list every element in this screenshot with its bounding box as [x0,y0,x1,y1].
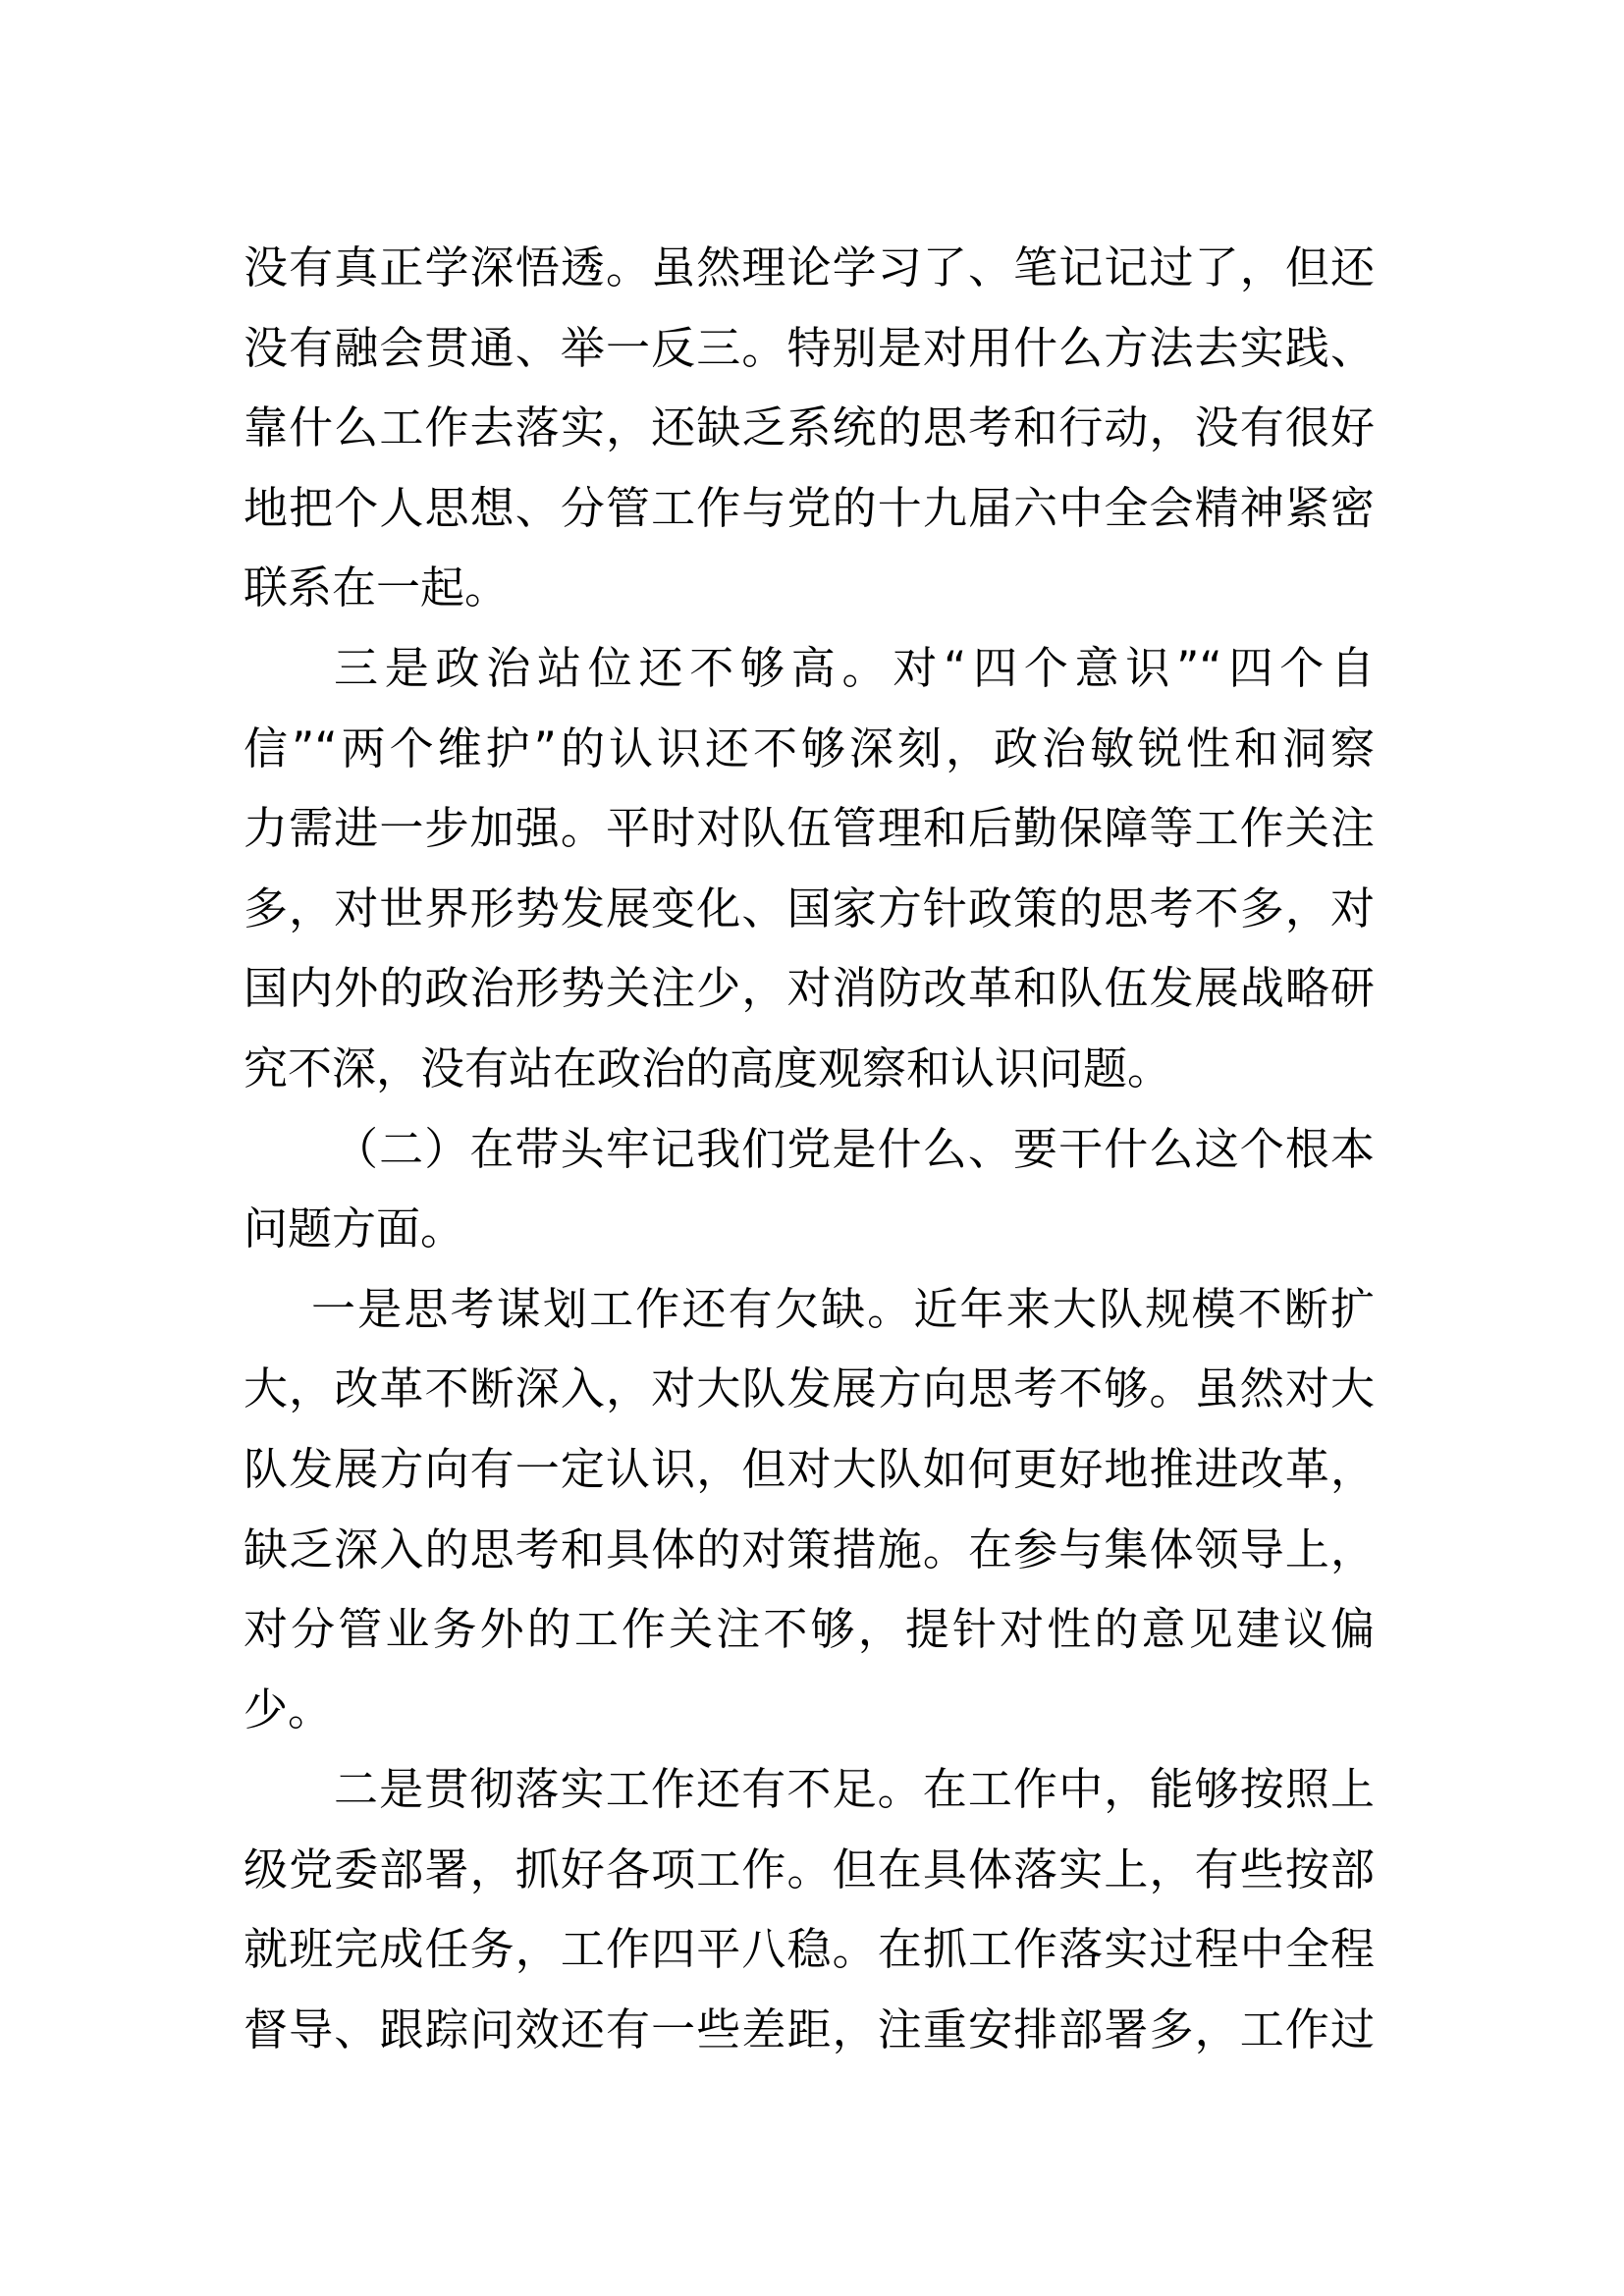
text-line: 地把个人思想、分管工作与党的十九届六中全会精神紧密 [244,481,1375,534]
text-line: 国内外的政治形势关注少，对消防改革和队伍发展战略研 [244,962,1375,1015]
text-line: 联系在一起。 [244,561,510,614]
body-text [244,228,1375,2070]
text-line: 队发展方向有一定认识，但对大队如何更好地推进改革， [244,1442,1375,1495]
text-line: 就班完成任务，工作四平八稳。在抓工作落实过程中全程 [244,1923,1375,1976]
text-line: 究不深，没有站在政治的高度观察和认识问题。 [244,1041,1172,1095]
text-line: 一是思考谋划工作还有欠缺。近年来大队规模不断扩 [311,1282,1375,1335]
text-line: 大，改革不断深入，对大队发展方向思考不够。虽然对大 [244,1362,1375,1415]
text-line: 力需进一步加强。平时对队伍管理和后勤保障等工作关注 [244,802,1375,855]
paragraph-implementation [244,1749,1375,2069]
text-line: 没有融会贯通、举一反三。特别是对用什么方法去实践、 [244,321,1375,374]
text-line: 二是贯彻落实工作还有不足。在工作中，能够按照上 [334,1763,1375,1816]
text-line: 缺乏深入的思考和具体的对策措施。在参与集体领导上， [244,1522,1375,1575]
text-line: 少。 [244,1682,333,1735]
text-line: 督导、跟踪问效还有一些差距，注重安排部署多，工作过 [244,2003,1375,2056]
text-line: 三是政治站位还不够高。对“四个意识”“四个自 [334,641,1375,694]
paragraph-planning [244,1269,1375,1750]
text-line: 信”“两个维护”的认识还不够深刻，政治敏锐性和洞察 [244,721,1375,774]
section-heading [244,1109,1375,1269]
paragraph-political-stance [244,628,1375,1109]
text-line: 多，对世界形势发展变化、国家方针政策的思考不多，对 [244,881,1375,934]
heading-line: （二）在带头牢记我们党是什么、要干什么这个根本 [334,1122,1375,1175]
text-line: 靠什么工作去落实，还缺乏系统的思考和行动，没有很好 [244,401,1375,454]
paragraph-continuation [244,228,1375,628]
text-line: 没有真正学深悟透。虽然理论学习了、笔记记过了，但还 [244,241,1375,294]
text-line: 对分管业务外的工作关注不够，提针对性的意见建议偏 [244,1603,1375,1656]
heading-line: 问题方面。 [244,1202,465,1255]
text-line: 级党委部署，抓好各项工作。但在具体落实上，有些按部 [244,1842,1375,1896]
